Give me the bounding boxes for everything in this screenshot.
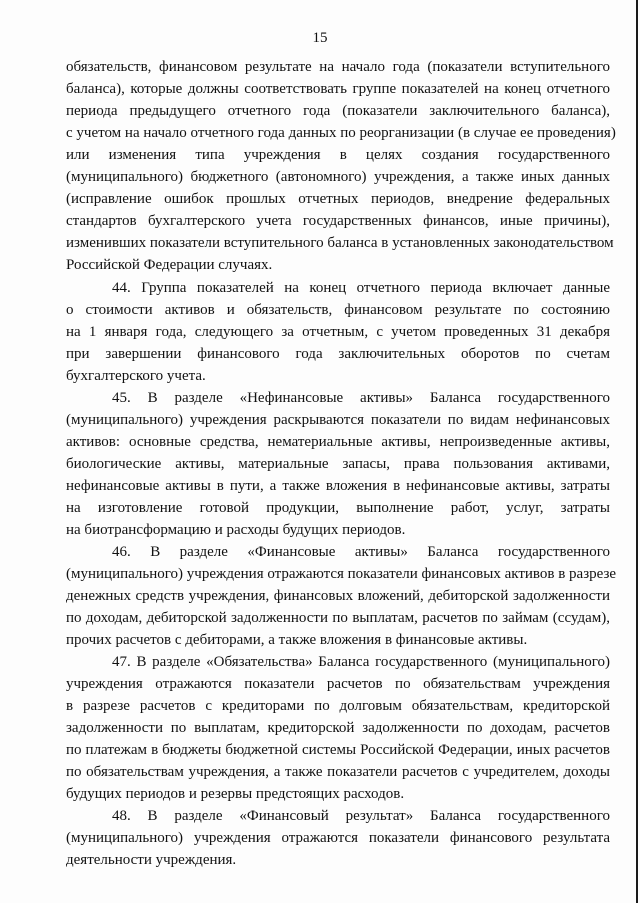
page-number: 15 (312, 30, 328, 46)
text-line: на биотрансформацию и расходы будущих периодов. (66, 522, 406, 538)
text-line: прочих расчетов с дебиторами, а также вложения в финансовые активы. (66, 632, 528, 648)
text-line: учреждения отражаются показатели расчетов по обязательствам учреждения (66, 676, 610, 692)
text-line: (муниципального) бюджетного (автономного) учреждения, а также иных данных (66, 169, 610, 185)
text-line: активов: основные средства, нематериальные активы, непроизведенные активы, (66, 434, 610, 450)
paragraph-46-start: 46. В разделе «Финансовые активы» Баланса государственного (112, 544, 610, 560)
text-line: о стоимости активов и обязательств, финансовом результате по состоянию (66, 302, 610, 318)
paragraph-47-start: 47. В разделе «Обязательства» Баланса государственного (муниципального) (112, 654, 610, 670)
text-line: на изготовление готовой продукции, выполнение работ, услуг, затраты (66, 500, 610, 516)
text-line: нефинансовые активы в пути, а также вложения в нефинансовые активы, затраты (66, 478, 610, 494)
paragraph-44-start: 44. Группа показателей на конец отчетного периода включает данные (112, 280, 610, 296)
text-line: с учетом на начало отчетного года данных по реорганизации (в случае ее проведения) (66, 125, 616, 141)
text-line: (исправление ошибок прошлых отчетных периодов, внедрение федеральных (66, 191, 610, 207)
text-line: в разрезе расчетов с кредиторами по долговым обязательствам, кредиторской (66, 698, 610, 714)
text-line: будущих периодов и резервы предстоящих расходов. (66, 786, 405, 802)
text-line: или изменения типа учреждения в целях создания государственного (66, 147, 610, 163)
text-line: по доходам, дебиторской задолженности по выплатам, расчетов по займам (ссудам), (66, 610, 610, 626)
scan-edge (636, 0, 638, 903)
text-line: (муниципального) учреждения отражаются показатели финансовых активов в разрезе (66, 566, 617, 582)
text-line: бухгалтерского учета. (66, 368, 206, 384)
text-line: обязательств, финансовом результате на начало года (показатели вступительного (66, 59, 610, 75)
text-line: на 1 января года, следующего за отчетным, с учетом проведенных 31 декабря (66, 324, 610, 340)
text-line: деятельности учреждения. (66, 852, 237, 868)
text-line: периода предыдущего отчетного года (показатели заключительного баланса), (66, 103, 610, 119)
text-line: баланса), которые должны соответствовать группе показателей на конец отчетного (66, 81, 610, 97)
text-line: по обязательствам учреждения, а также показатели расчетов с учредителем, доходы (66, 764, 610, 780)
text-line: (муниципального) учреждения раскрываются показатели по видам нефинансовых (66, 412, 610, 428)
paragraph-48-start: 48. В разделе «Финансовый результат» Баланса государственного (112, 808, 610, 824)
text-line: стандартов бухгалтерского учета государственных финансов, иные причины), (66, 213, 610, 229)
text-line: денежных средств учреждения, финансовых вложений, дебиторской задолженности (66, 588, 610, 604)
text-line: биологические активы, материальные запасы, права пользования активами, (66, 456, 610, 472)
text-line: Российской Федерации случаях. (66, 257, 273, 273)
text-line: по платежам в бюджеты бюджетной системы Российской Федерации, иных расчетов (66, 742, 610, 758)
text-line: при завершении финансового года заключительных оборотов по счетам (66, 346, 610, 362)
text-line: (муниципального) учреждения отражаются показатели финансового результата (66, 830, 610, 846)
paragraph-45-start: 45. В разделе «Нефинансовые активы» Баланса государственного (112, 390, 610, 406)
text-line: изменивших показатели вступительного баланса в установленных законодательством (66, 235, 614, 251)
text-line: задолженности по выплатам, кредиторской задолженности по доходам, расчетов (66, 720, 610, 736)
